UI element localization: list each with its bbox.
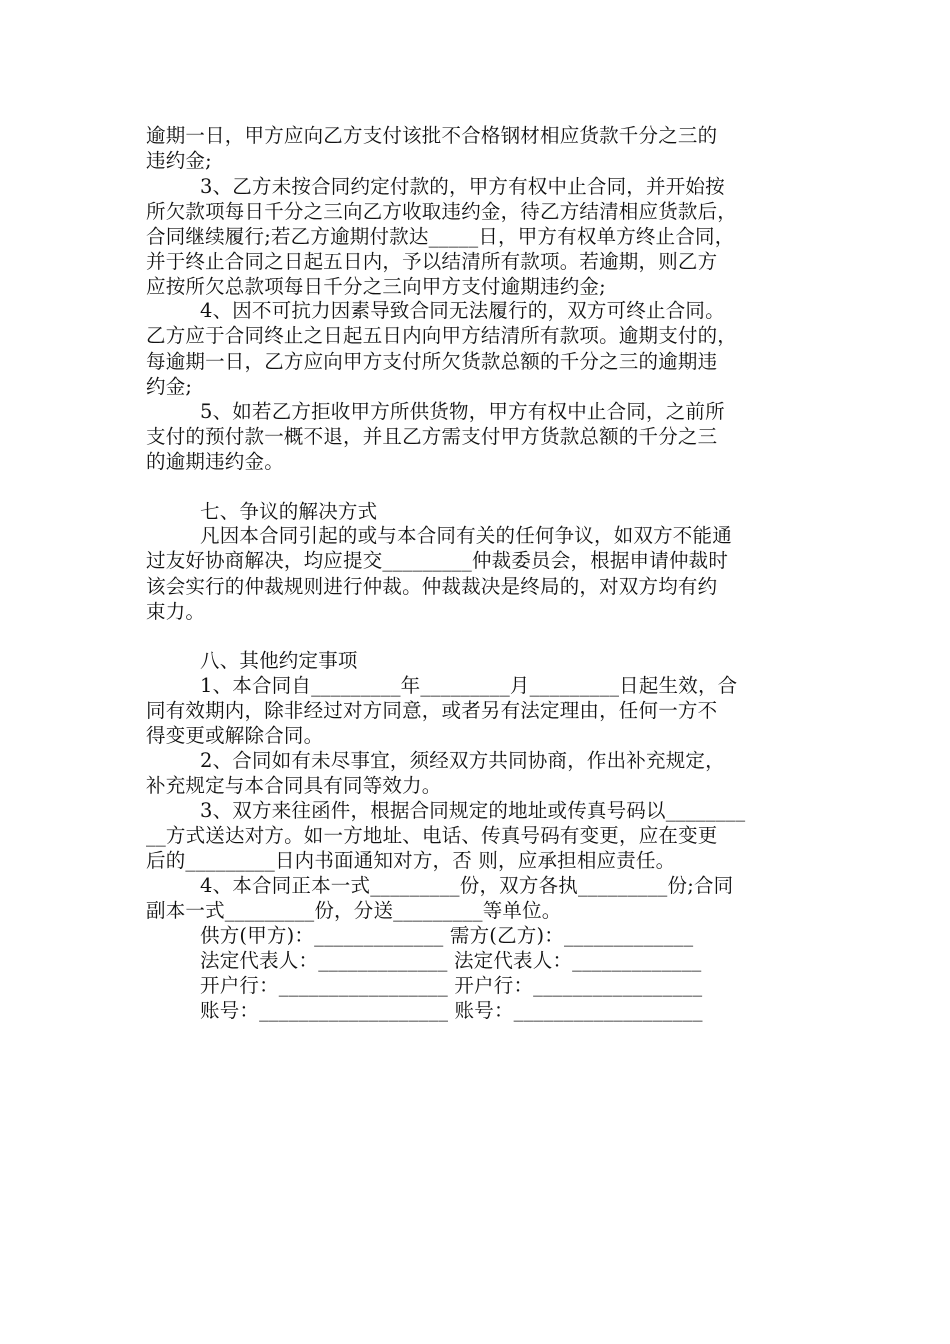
text-line: 所欠款项每日千分之三向乙方收取违约金，待乙方结清相应货款后， (146, 200, 738, 223)
section-heading: 八、其他约定事项 (200, 649, 358, 672)
text-line: 每逾期一日，乙方应向甲方支付所欠货款总额的千分之三的逾期违 (146, 350, 718, 373)
text-line: 束力。 (146, 600, 206, 623)
text-line: 违约金; (146, 149, 212, 172)
text-line: 3、乙方未按合同约定付款的，甲方有权中止合同，并开始按 (200, 175, 725, 198)
text-line: 1、本合同自_________年_________月_________日起生效，合 (200, 674, 738, 697)
text-line: 过友好协商解决，均应提交_________仲裁委员会，根据申请仲裁时 (146, 549, 729, 572)
text-line: 逾期一日，甲方应向乙方支付该批不合格钢材相应货款千分之三的 (146, 124, 718, 147)
text-line: 并于终止合同之日起五日内，予以结清所有款项。若逾期，则乙方 (146, 250, 718, 273)
text-line: 应按所欠总款项每日千分之三向甲方支付逾期违约金; (146, 275, 606, 298)
text-line: 约金; (146, 375, 193, 398)
signature-row-party: 供方(甲方)：_____________ 需方(乙方)：_____________ (200, 924, 694, 947)
text-line: 支付的预付款一概不退，并且乙方需支付甲方货款总额的千分之三 (146, 425, 718, 448)
text-line: __方式送达对方。如一方地址、电话、传真号码有变更，应在变更 (146, 824, 718, 847)
text-line: 补充规定与本合同具有同等效力。 (146, 774, 442, 797)
text-line: 5、如若乙方拒收甲方所供货物，甲方有权中止合同，之前所 (200, 400, 725, 423)
text-line: 同有效期内，除非经过对方同意，或者另有法定理由，任何一方不 (146, 699, 718, 722)
text-line: 4、本合同正本一式_________份，双方各执_________份;合同 (200, 874, 734, 897)
signature-row-bank: 开户行：_________________ 开户行：_________________ (200, 974, 703, 997)
text-line: 该会实行的仲裁规则进行仲裁。仲裁裁决是终局的，对双方均有约 (146, 575, 718, 598)
text-line: 后的_________日内书面通知对方，否 则，应承担相应责任。 (146, 849, 676, 872)
text-line: 3、双方来往函件，根据合同规定的地址或传真号码以________ (200, 799, 746, 822)
text-line: 副本一式_________份，分送_________等单位。 (146, 899, 562, 922)
section-heading: 七、争议的解决方式 (200, 500, 378, 523)
text-line: 得变更或解除合同。 (146, 724, 324, 747)
text-line: 凡因本合同引起的或与本合同有关的任何争议，如双方不能通 (200, 524, 732, 547)
text-line: 合同继续履行;若乙方逾期付款达_____日，甲方有权单方终止合同， (146, 225, 735, 248)
text-line: 4、因不可抗力因素导致合同无法履行的，双方可终止合同。 (200, 299, 725, 322)
text-line: 2、合同如有未尽事宜，须经双方共同协商，作出补充规定， (200, 749, 725, 772)
text-line: 的逾期违约金。 (146, 450, 284, 473)
signature-row-account: 账号：___________________ 账号：___________________ (200, 999, 703, 1022)
text-line: 乙方应于合同终止之日起五日内向甲方结清所有款项。逾期支付的， (146, 324, 738, 347)
signature-row-representative: 法定代表人：_____________ 法定代表人：_____________ (200, 949, 702, 972)
